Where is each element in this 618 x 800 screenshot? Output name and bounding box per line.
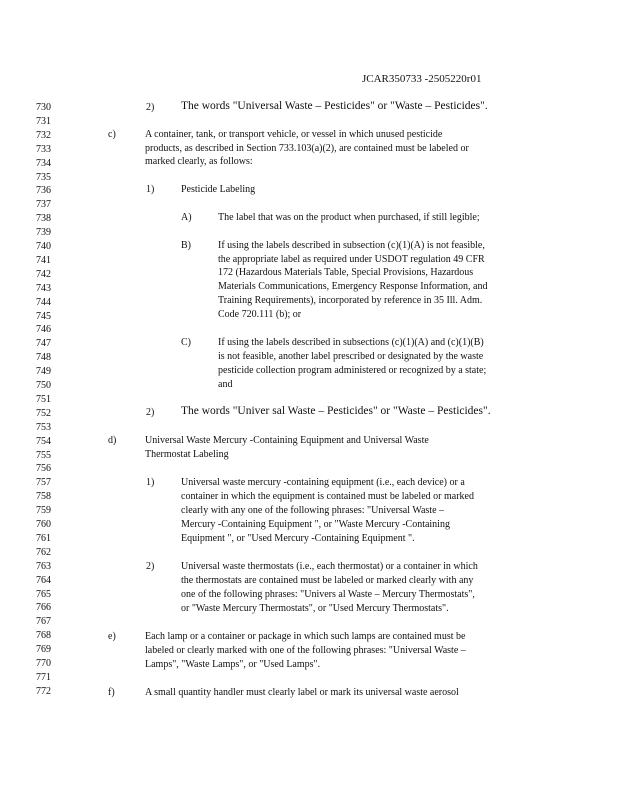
line-number: 740 — [36, 241, 51, 252]
line-number: 751 — [36, 393, 51, 405]
line-number: 730 — [36, 102, 51, 113]
line-number: 752 — [36, 407, 51, 419]
document-id-header: JCAR350733 -2505220r01 — [362, 73, 482, 85]
line-number: 761 — [36, 532, 51, 544]
text-line: Pesticide Labeling — [181, 184, 256, 195]
item-marker: d) — [108, 435, 117, 446]
text-line: Equipment ", or "Used Mercury -Containing Equipment ". — [181, 533, 415, 544]
line-number: 737 — [36, 199, 51, 211]
text-line: A container, tank, or transport vehicle, or vessel in which unused pesticide — [145, 129, 443, 140]
line-number: 765 — [36, 588, 51, 600]
text-line: one of the following phrases: "Univers al Waste – Mercury Thermostats", — [181, 589, 475, 600]
line-number: 772 — [36, 685, 51, 697]
line-number: 743 — [36, 282, 51, 294]
text-line: Each lamp or a container or package in which such lamps are contained must be — [145, 631, 466, 642]
text-line: marked clearly, as follows: — [145, 156, 253, 167]
text-line: is not feasible, another label prescribed or designated by the waste — [218, 351, 484, 362]
line-number: 732 — [36, 129, 51, 141]
line-number: 738 — [36, 213, 51, 225]
line-number: 754 — [36, 435, 51, 447]
line-number: 763 — [36, 560, 51, 572]
line-number: 741 — [36, 254, 51, 266]
item-marker: 1) — [146, 477, 155, 488]
text-line: If using the labels described in subsections (c)(1)(A) and (c)(1)(B) — [218, 337, 484, 348]
line-number: 733 — [36, 143, 51, 155]
text-line: Materials Communications, Emergency Response Information, and — [218, 281, 488, 292]
line-number: 734 — [36, 157, 51, 169]
line-number: 768 — [36, 630, 51, 642]
text-line: or "Waste Mercury Thermostats", or "Used Mercury Thermostats". — [181, 603, 449, 614]
line-number: 749 — [36, 366, 51, 378]
text-line: Universal waste mercury -containing equipment (i.e., each device) or a — [181, 477, 465, 488]
line-number: 757 — [36, 477, 51, 489]
text-line: and — [218, 379, 233, 390]
text-line: Universal waste thermostats (i.e., each thermostat) or a container in which — [181, 561, 478, 572]
text-line: container in which the equipment is contained must be labeled or marked — [181, 491, 474, 502]
item-marker: e) — [108, 631, 116, 642]
line-number: 756 — [36, 463, 51, 475]
line-number: 771 — [36, 671, 51, 683]
item-marker: A) — [181, 212, 192, 223]
item-marker: c) — [108, 129, 116, 140]
text-line: Universal Waste Mercury -Containing Equipment and Universal Waste — [145, 435, 429, 446]
line-number: 755 — [36, 449, 51, 461]
text-line: The words "Univer sal Waste – Pesticides" or "Waste – Pesticides". — [181, 405, 491, 417]
text-line: clearly with any one of the following phrases: "Universal Waste – — [181, 505, 445, 516]
line-number: 769 — [36, 644, 51, 656]
line-number: 731 — [36, 115, 51, 127]
item-marker: 2) — [146, 407, 155, 418]
line-number: 767 — [36, 616, 51, 628]
line-number: 764 — [36, 574, 51, 586]
text-line: Lamps", "Waste Lamps", or "Used Lamps". — [145, 659, 321, 670]
item-marker: 2) — [146, 102, 155, 113]
line-number: 744 — [36, 296, 51, 308]
line-number: 739 — [36, 227, 51, 239]
line-number: 762 — [36, 546, 51, 558]
text-line: the appropriate label as required under USDOT regulation 49 CFR — [218, 254, 485, 265]
item-marker: B) — [181, 240, 191, 251]
text-line: The label that was on the product when purchased, if still legible; — [218, 212, 480, 223]
text-line: Thermostat Labeling — [145, 449, 229, 460]
line-number: 758 — [36, 491, 51, 503]
text-line: The words "Universal Waste – Pesticides" or "Waste – Pesticides". — [181, 100, 488, 112]
line-number: 742 — [36, 268, 51, 280]
line-number: 760 — [36, 519, 51, 530]
text-line: 172 (Hazardous Materials Table, Special Provisions, Hazardous — [218, 267, 474, 278]
line-number: 735 — [36, 171, 51, 183]
text-line: If using the labels described in subsection (c)(1)(A) is not feasible, — [218, 240, 485, 251]
line-number: 770 — [36, 658, 51, 669]
item-marker: 2) — [146, 561, 155, 572]
text-line: products, as described in Section 733.103(a)(2), are contained must be labeled or — [145, 143, 469, 154]
item-marker: C) — [181, 337, 191, 348]
line-number: 750 — [36, 380, 51, 391]
text-line: Code 720.111 (b); or — [218, 309, 302, 320]
text-line: labeled or clearly marked with one of the following phrases: "Universal Waste – — [145, 645, 466, 656]
text-line: A small quantity handler must clearly label or mark its universal waste aerosol — [145, 687, 459, 698]
line-number: 748 — [36, 352, 51, 364]
line-number: 746 — [36, 324, 51, 336]
text-line: Mercury -Containing Equipment ", or "Waste Mercury -Containing — [181, 519, 450, 530]
item-marker: f) — [108, 687, 115, 698]
text-line: Training Requirements), incorporated by reference in 35 Ill. Adm. — [218, 295, 483, 306]
line-number: 736 — [36, 185, 51, 197]
line-number: 766 — [36, 602, 51, 614]
text-line: the thermostats are contained must be labeled or marked clearly with any — [181, 575, 474, 586]
line-number: 759 — [36, 505, 51, 517]
item-marker: 1) — [146, 184, 155, 195]
line-number: 745 — [36, 310, 51, 322]
line-number: 753 — [36, 421, 51, 433]
line-number: 747 — [36, 338, 51, 350]
text-line: pesticide collection program administered or recognized by a state; — [218, 365, 487, 376]
